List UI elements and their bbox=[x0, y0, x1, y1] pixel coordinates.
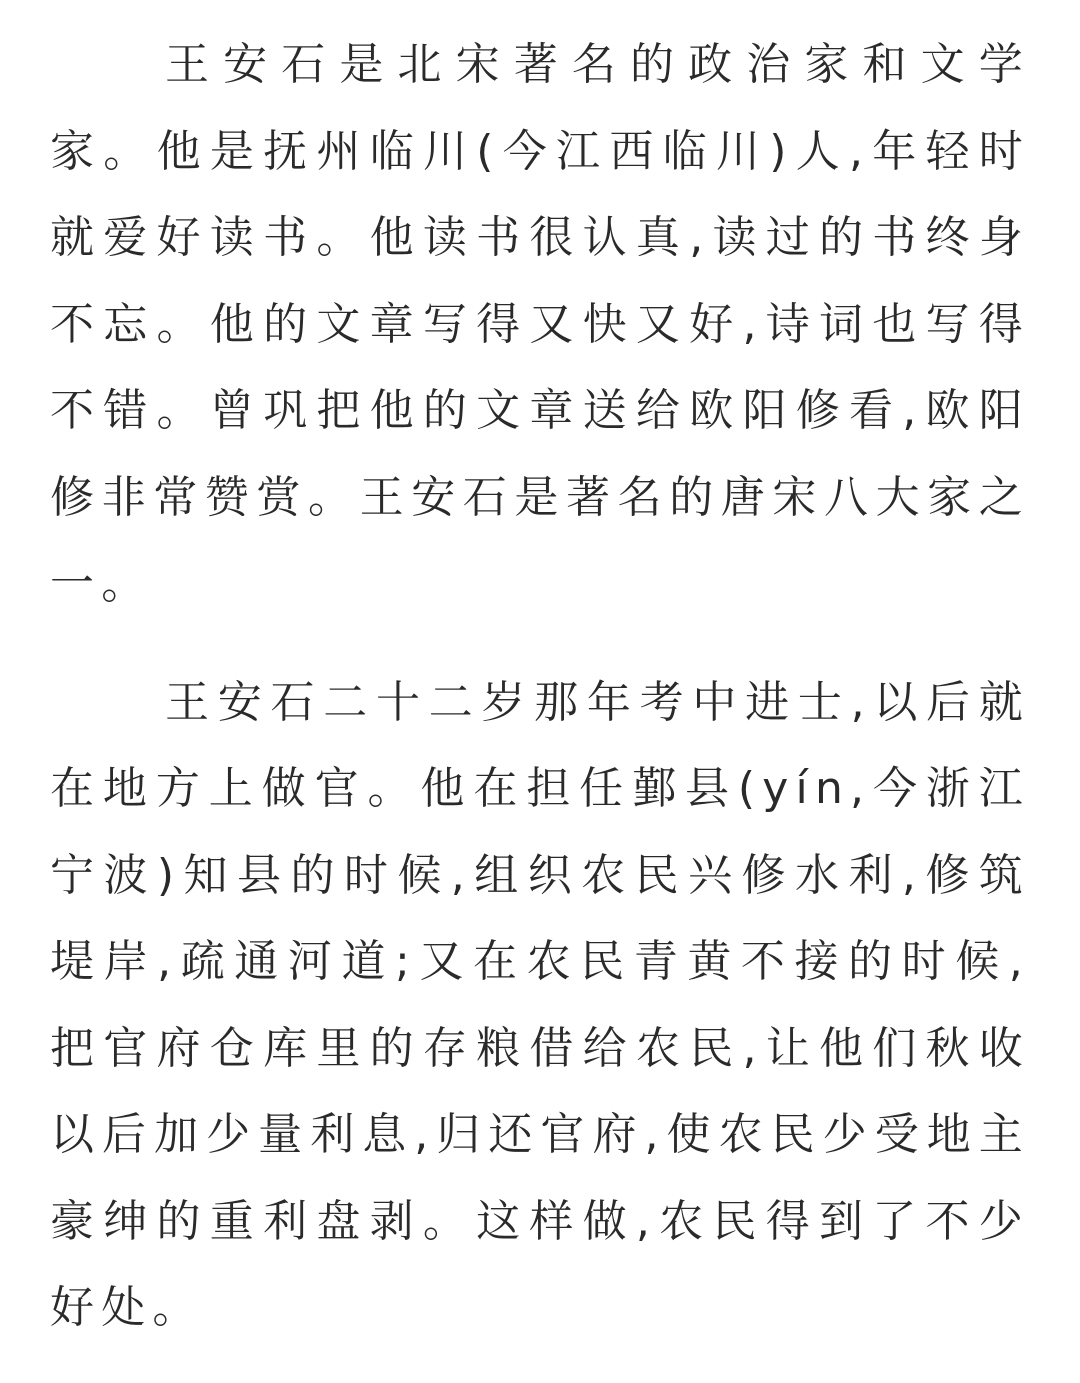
article-body bbox=[50, 22, 1030, 1352]
paragraph-1: 王安石是北宋著名的政治家和文学家。他是抚州临川(今江西临川)人,年轻时就爱好读书。他读书很认真,读过的书终身不忘。他的文章写得又快又好,诗词也写得不错。曾巩把他的文章送给欧阳修看,欧阳修非常赞赏。王安石是著名的唐宋八大家之一。 bbox=[50, 39, 1030, 609]
paragraph-2: 王安石二十二岁那年考中进士,以后就在地方上做官。他在担任鄞县(yín,今浙江宁波)知县的时候,组织农民兴修水利,修筑堤岸,疏通河道;又在农民青黄不接的时候,把官府仓库里的存粮借给农民,让他们秋收以后加少量利息,归还官府,使农民少受地主豪绅的重利盘剥。这样做,农民得到了不少好处。 bbox=[50, 676, 1030, 1333]
